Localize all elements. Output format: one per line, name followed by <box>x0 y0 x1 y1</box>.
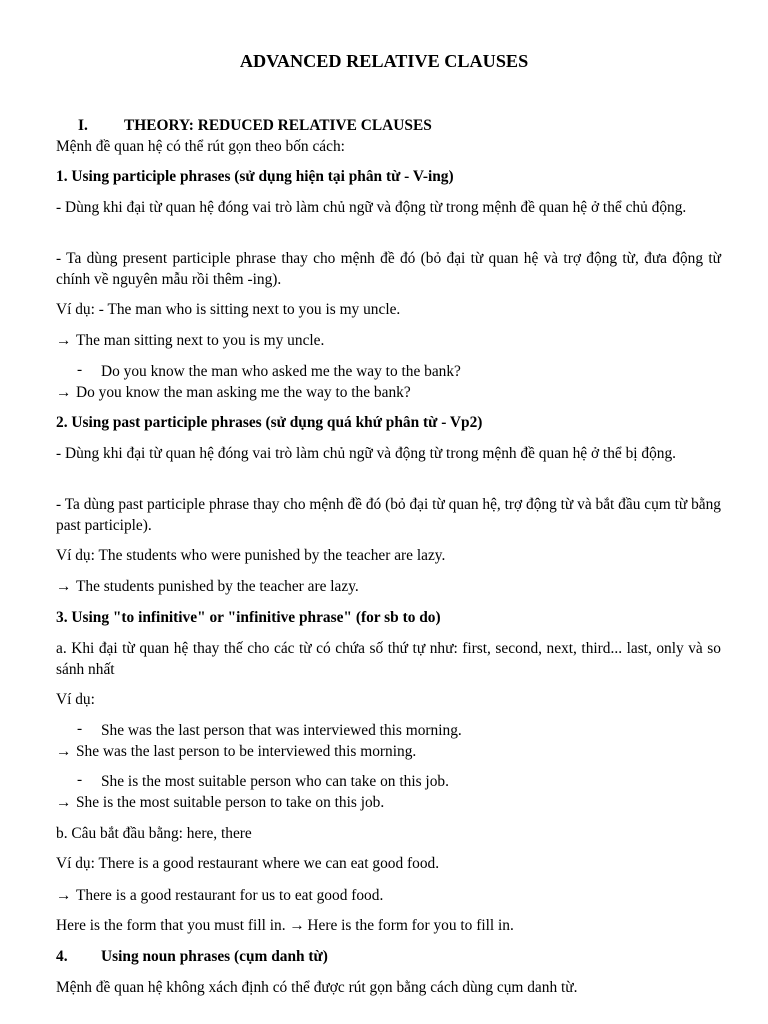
part2-example-1-result <box>56 576 721 597</box>
example-text: Here is the form that you must fill in. <box>56 917 286 934</box>
arrow-icon: → <box>56 794 72 811</box>
part3-vidu-label: Ví dụ: <box>56 691 95 708</box>
part2-example-1: Ví dụ: The students who were punished by the teacher are lazy. <box>56 547 446 564</box>
dash-bullet: - <box>77 720 83 737</box>
arrow-icon: → <box>289 917 305 934</box>
document-title: ADVANCED RELATIVE CLAUSES <box>239 51 529 71</box>
section-number: I. <box>78 117 88 134</box>
part1-heading: 1. Using participle phrases (sử dụng hiện tại phân từ - V-ing) <box>56 168 454 185</box>
part3-example-2-result <box>56 792 721 813</box>
part3-example-1-result <box>56 741 721 762</box>
example-text: She was the last person that was interviewed this morning. <box>101 722 462 739</box>
part2-paragraph-2: - Ta dùng past participle phrase thay cho mệnh đề đó (bỏ đại từ quan hệ, trợ động từ và bắt đầu cụm từ bằng past participle). <box>56 496 721 534</box>
part2-heading: 2. Using past participle phrases (sử dụng quá khứ phân từ - Vp2) <box>56 414 483 431</box>
result-text: The man sitting next to you is my uncle. <box>76 332 325 349</box>
part4-number: 4. <box>56 948 68 965</box>
part3-paragraph-a: a. Khi đại từ quan hệ thay thế cho các từ có chứa số thứ tự như: first, second, next, third... last, only và so sánh nhất <box>56 640 721 678</box>
intro-text: Mệnh đề quan hệ có thể rút gọn theo bốn cách: <box>56 138 345 155</box>
example-text: Do you know the man who asked me the way to the bank? <box>101 363 461 380</box>
arrow-icon: → <box>56 743 72 760</box>
part1-example-2-result <box>56 382 721 403</box>
arrow-icon: → <box>56 578 72 595</box>
arrow-icon: → <box>56 332 72 349</box>
arrow-icon: → <box>56 384 72 401</box>
arrow-icon: → <box>56 887 72 904</box>
part3-example-3-result <box>56 885 721 906</box>
part1-example-1-result <box>56 330 721 351</box>
part3-example-1 <box>0 720 768 741</box>
result-text: The students punished by the teacher are lazy. <box>76 578 359 595</box>
part2-paragraph-1: - Dùng khi đại từ quan hệ đóng vai trò làm chủ ngữ và động từ trong mệnh đề quan hệ ở thể bị động. <box>56 445 677 462</box>
part4-title: Using noun phrases (cụm danh từ) <box>101 948 328 965</box>
part1-paragraph-2: - Ta dùng present participle phrase thay cho mệnh đề đó (bỏ đại từ quan hệ và trợ động từ, đưa động từ chính về nguyên mẫu rồi thêm -ing). <box>56 250 721 288</box>
part1-example-2 <box>0 361 768 382</box>
result-text: There is a good restaurant for us to eat good food. <box>76 887 384 904</box>
dash-bullet: - <box>77 771 83 788</box>
example-text: She is the most suitable person who can take on this job. <box>101 773 449 790</box>
part4-paragraph: Mệnh đề quan hệ không xách định có thể được rút gọn bằng cách dùng cụm danh từ. <box>56 979 578 996</box>
result-text: Here is the form for you to fill in. <box>307 917 514 934</box>
part3-example-3: Ví dụ: There is a good restaurant where we can eat good food. <box>56 855 440 872</box>
part3-example-4 <box>56 915 721 936</box>
part3-example-2 <box>0 771 768 792</box>
result-text: She is the most suitable person to take on this job. <box>76 794 385 811</box>
section-title: THEORY: REDUCED RELATIVE CLAUSES <box>124 117 432 134</box>
part1-paragraph-1: - Dùng khi đại từ quan hệ đóng vai trò làm chủ ngữ và động từ trong mệnh đề quan hệ ở thể chủ động. <box>56 199 687 216</box>
result-text: She was the last person to be interviewed this morning. <box>76 743 417 760</box>
dash-bullet: - <box>77 361 83 378</box>
part3-paragraph-b: b. Câu bắt đầu bằng: here, there <box>56 825 252 842</box>
result-text: Do you know the man asking me the way to the bank? <box>76 384 411 401</box>
part3-heading: 3. Using "to infinitive" or "infinitive phrase" (for sb to do) <box>56 609 441 626</box>
part1-example-1: Ví dụ: - The man who is sitting next to you is my uncle. <box>56 301 401 318</box>
